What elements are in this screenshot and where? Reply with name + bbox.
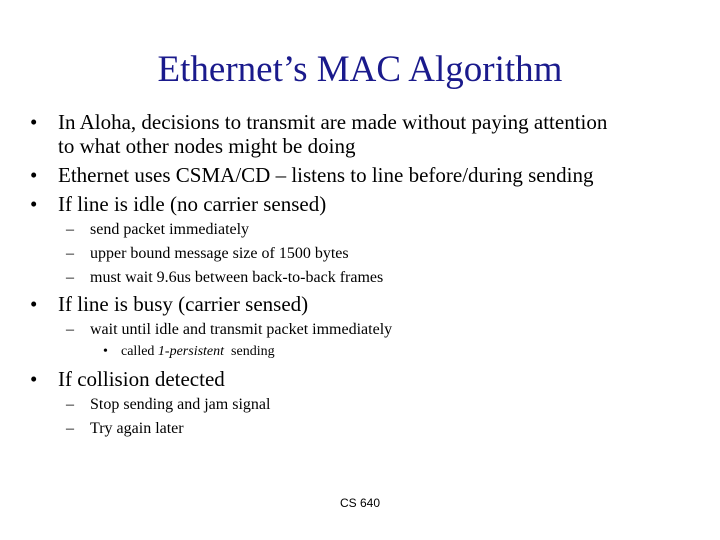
- bullet-text: If line is idle (no carrier sensed): [58, 192, 327, 216]
- sub-sub-bullet-emphasis: 1-persistent: [157, 344, 225, 359]
- sub-sub-bullet-text: [121, 343, 275, 361]
- slide-footer: CS 640: [339, 496, 381, 510]
- sub-sub-bullet-suffix: sending: [231, 344, 275, 359]
- bullet-marker: •: [30, 110, 38, 134]
- sub-bullet-text: send packet immediately: [90, 221, 250, 238]
- bullet-marker: •: [30, 367, 38, 391]
- sub-bullet-text: upper bound message size of 1500 bytes: [90, 245, 349, 262]
- sub-bullet-text: Try again later: [90, 420, 184, 437]
- sub-bullet-dash: –: [66, 269, 74, 286]
- sub-bullet-dash: –: [66, 396, 74, 413]
- sub-bullet-text: wait until idle and transmit packet immediately: [90, 321, 393, 338]
- sub-bullet-dash: –: [66, 245, 74, 262]
- bullet-marker: •: [30, 292, 38, 316]
- bullet-text: If collision detected: [58, 367, 225, 391]
- bullet-text: If line is busy (carrier sensed): [58, 292, 309, 316]
- sub-bullet-text: must wait 9.6us between back-to-back frames: [90, 269, 384, 286]
- bullet-text: In Aloha, decisions to transmit are made without paying attention: [58, 110, 608, 134]
- bullet-text-continuation: to what other nodes might be doing: [58, 134, 356, 158]
- sub-sub-bullet-marker: •: [103, 344, 108, 359]
- sub-bullet-dash: –: [66, 221, 74, 238]
- bullet-marker: •: [30, 163, 38, 187]
- sub-sub-bullet-prefix: called: [121, 344, 155, 359]
- bullet-text: Ethernet uses CSMA/CD – listens to line before/during sending: [58, 163, 594, 187]
- slide-title: Ethernet’s MAC Algorithm: [157, 49, 563, 90]
- bullet-marker: •: [30, 192, 38, 216]
- sub-bullet-dash: –: [66, 321, 74, 338]
- sub-bullet-dash: –: [66, 420, 74, 437]
- sub-bullet-text: Stop sending and jam signal: [90, 396, 271, 413]
